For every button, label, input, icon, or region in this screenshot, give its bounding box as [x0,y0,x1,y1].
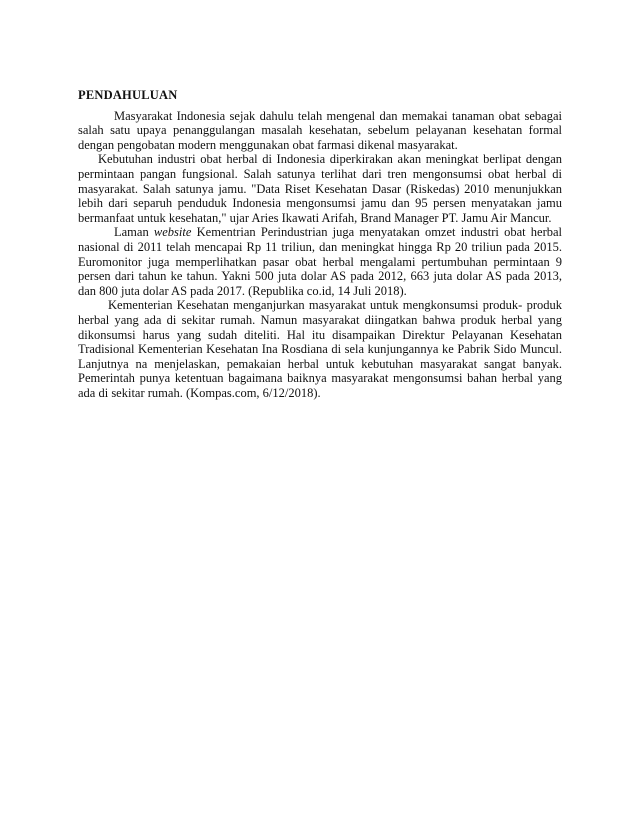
paragraph-2: Kebutuhan industri obat herbal di Indonesia diperkirakan akan meningkat berlipat dengan permintaan pangan fungsional. Salah satunya terlihat dari tren mengonsumsi obat herbal di masyarakat. Salah satunya jamu. "Data Riset Kesehatan Dasar (Riskedas) 2010 menunjukkan lebih dari separuh penduduk Indonesia mengonsumsi jamu dan 95 persen menyatakan jamu bermanfaat untuk kesehatan," ujar Aries Ikawati Arifah, Brand Manager PT. Jamu Air Mancur. [78,152,562,225]
paragraph-4: Kementerian Kesehatan menganjurkan masyarakat untuk mengkonsumsi produk- produk herbal yang ada di sekitar rumah. Namun masyarakat diingatkan bahwa produk herbal yang dikonsumsi harus yang sudah diteliti. Hal itu disampaikan Direktur Pelayanan Kesehatan Tradisional Kementerian Kesehatan Ina Rosdiana di sela kunjungannya ke Pabrik Sido Muncul. Lanjutnya na menjelaskan, pemakaian herbal untuk kebutuhan masyarakat sangat banyak. Pemerintah punya ketentuan bagaimana baiknya masyarakat mengonsumsi bahan herbal yang ada di sekitar rumah. (Kompas.com, 6/12/2018). [78,298,562,400]
paragraph-3 [78,225,562,298]
section-heading: PENDAHULUAN [78,88,178,102]
paragraph-3-italic-term: website [153,225,192,240]
document-body [78,88,562,400]
paragraph-3-rest: Kementrian Perindustrian juga menyatakan omzet industri obat herbal nasional di 2011 telah mencapai Rp 11 triliun, dan meningkat hingga Rp 20 triliun pada 2015. Euromonitor juga memperlihatkan pasar obat herbal mengalami pertumbuhan permintaan 9 persen dari tahun ke tahun. Yakni 500 juta dolar AS pada 2012, 663 juta dolar AS pada 2013, dan 800 juta dolar AS pada 2017. (Republika co.id, 14 Juli 2018). [78,225,563,298]
paragraph-1: Masyarakat Indonesia sejak dahulu telah mengenal dan memakai tanaman obat sebagai salah satu upaya penanggulangan masalah kesehatan, sebelum pelayanan kesehatan formal dengan pengobatan modern menggunakan obat farmasi dikenal masyarakat. [78,108,562,152]
paragraph-3-lead: Laman [114,225,149,240]
